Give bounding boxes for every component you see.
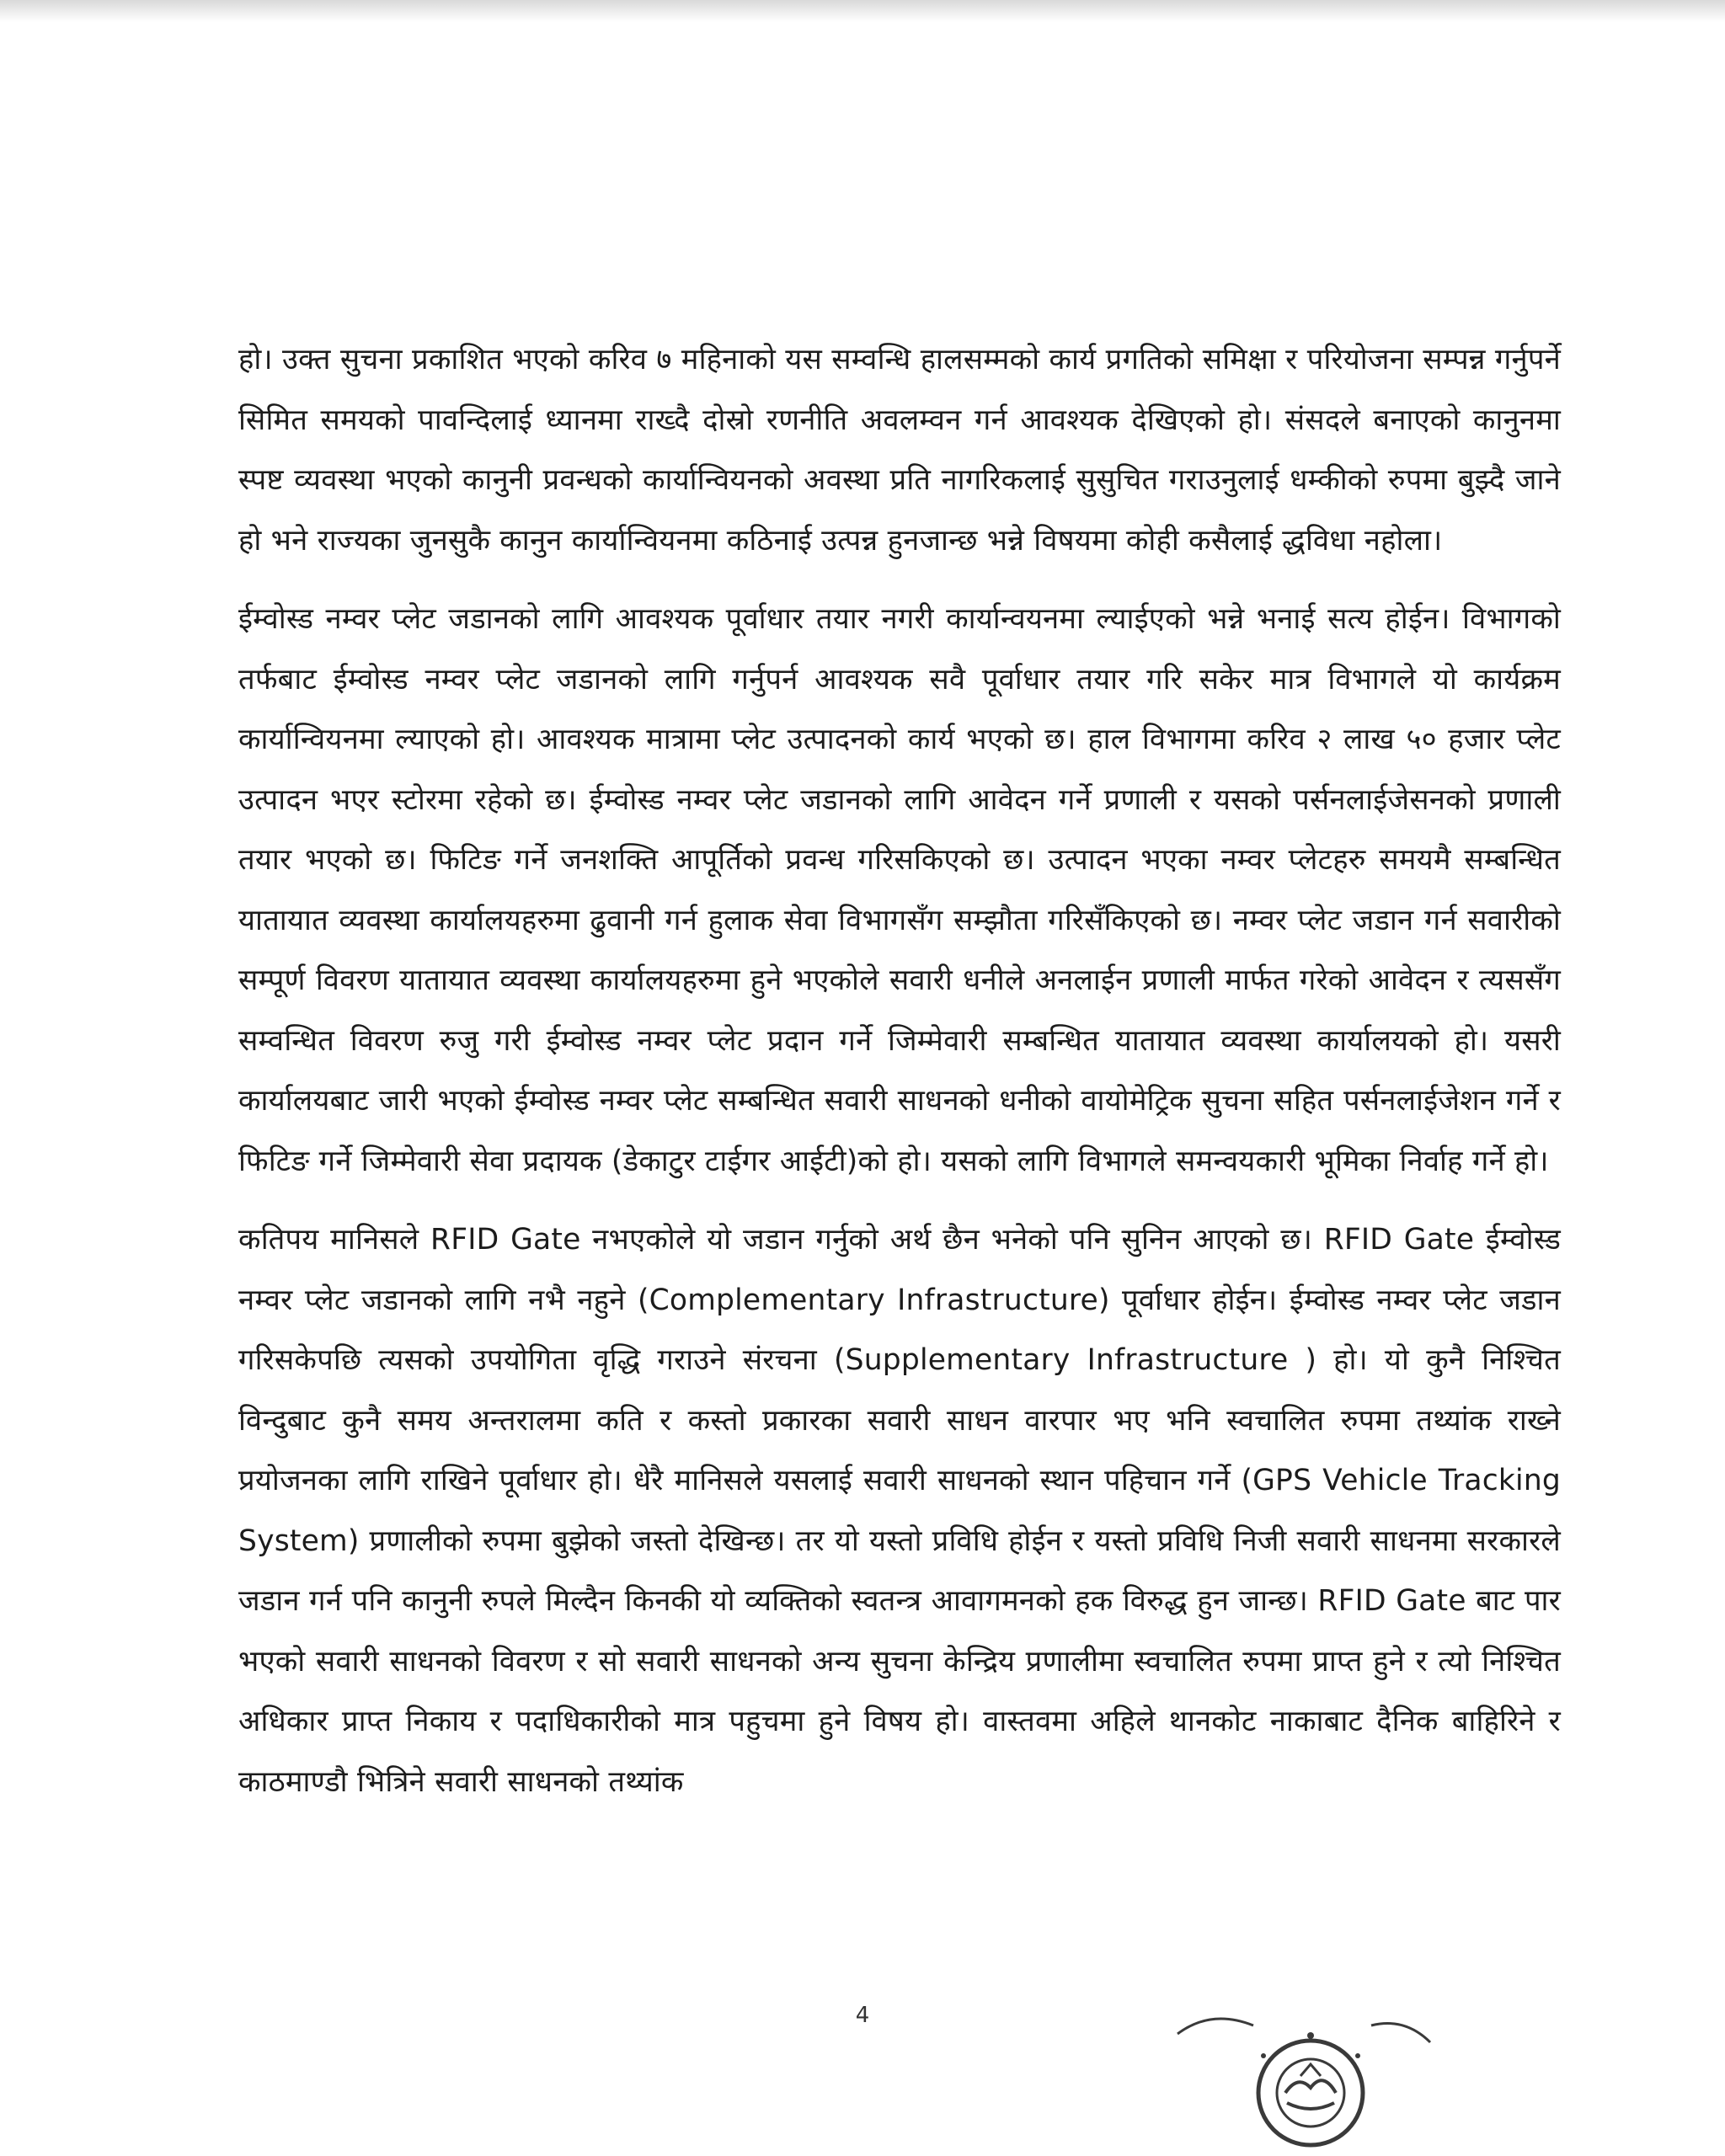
scan-top-edge (0, 0, 1725, 22)
paragraph-rfid-gate: कतिपय मानिसले RFID Gate नभएकोले यो जडान गर्नुको अर्थ छैन भनेको पनि सुनिन आएको छ। RFID Gate ईम्वोस्ड नम्वर प्लेट जडानको लागि नभै नहुने (Complementary Infrastructure) पूर्वाधार होईन। ईम्वोस्ड नम्वर प्लेट जडान गरिसकेपछि त्यसको उपयोगिता वृद्धि गराउने संरचना (Supplementary Infrastructure ) हो। यो कुनै निश्चित विन्दुबाट कुनै समय अन्तरालमा कति र कस्तो प्रकारका सवारी साधन वारपार भए भनि स्वचालित रुपमा तथ्यांक राख्ने प्रयोजनका लागि राखिने पूर्वाधार हो। धेरै मानिसले यसलाई सवारी साधनको स्थान पहिचान गर्ने (GPS Vehicle Tracking System) प्रणालीको रुपमा बुझेको जस्तो देखिन्छ। तर यो यस्तो प्रविधि होईन र यस्तो प्रविधि निजी सवारी साधनमा सरकारले जडान गर्न पनि कानुनी रुपले मिल्दैन किनकी यो व्यक्तिको स्वतन्त्र आवागमनको हक विरुद्ध हुन जान्छ। RFID Gate बाट पार भएको सवारी साधनको विवरण र सो सवारी साधनको अन्य सुचना केन्द्रिय प्रणालीमा स्वचालित रुपमा प्राप्त हुने र त्यो निश्चित अधिकार प्राप्त निकाय र पदाधिकारीको मात्र पहुचमा हुने विषय हो। वास्तवमा अहिले थानकोट नाकाबाट दैनिक बाहिरिने र काठमाण्डौ भित्रिने सवारी साधनको तथ्यांक (238, 1223, 1561, 1799)
document-body (238, 330, 1561, 1831)
page-number: 4 (855, 2003, 870, 2028)
paragraph-implementation-strategy: हो। उक्त सुचना प्रकाशित भएको करिव ७ महिनाको यस सम्वन्धि हालसम्मको कार्य प्रगतिको समिक्षा र परियोजना सम्पन्न गर्नुपर्ने सिमित समयको पावन्दिलाई ध्यानमा राख्दै दोस्रो रणनीति अवलम्वन गर्न आवश्यक देखिएको हो। संसदले बनाएको कानुनमा स्पष्ट व्यवस्था भएको कानुनी प्रवन्धको कार्यान्वियनको अवस्था प्रति नागरिकलाई सुसुचित गराउनुलाई धम्कीको रुपमा बुझ्दै जाने हो भने राज्यका जुनसुकै कानुन कार्यान्वियनमा कठिनाई उत्पन्न हुनजान्छ भन्ने विषयमा कोही कसैलाई द्धविधा नहोला। (238, 343, 1561, 558)
paragraph-plate-infrastructure: ईम्वोस्ड नम्वर प्लेट जडानको लागि आवश्यक पूर्वाधार तयार नगरी कार्यान्वयनमा ल्याईएको भन्ने भनाई सत्य होईन। विभागको तर्फबाट ईम्वोस्ड नम्वर प्लेट जडानको लागि गर्नुपर्न आवश्यक सवै पूर्वाधार तयार गरि सकेर मात्र विभागले यो कार्यक्रम कार्यान्वियनमा ल्याएको हो। आवश्यक मात्रामा प्लेट उत्पादनको कार्य भएको छ। हाल विभागमा करिव २ लाख ५० हजार प्लेट उत्पादन भएर स्टोरमा रहेको छ। ईम्वोस्ड नम्वर प्लेट जडानको लागि आवेदन गर्ने प्रणाली र यसको पर्सनलाईजेसनको प्रणाली तयार भएको छ। फिटिङ गर्ने जनशक्ति आपूर्तिको प्रवन्ध गरिसकिएको छ। उत्पादन भएका नम्वर प्लेटहरु समयमै सम्बन्धित यातायात व्यवस्था कार्यालयहरुमा ढुवानी गर्न हुलाक सेवा विभागसँग सम्झौता गरिसँकिएको छ। नम्वर प्लेट जडान गर्न सवारीको सम्पूर्ण विवरण यातायात व्यवस्था कार्यालयहरुमा हुने भएकोले सवारी धनीले अनलाईन प्रणाली मार्फत गरेको आवेदन र त्यससँग सम्वन्धित विवरण रुजु गरी ईम्वोस्ड नम्वर प्लेट प्रदान गर्ने जिम्मेवारी सम्बन्धित यातायात व्यवस्था कार्यालयको हो। यसरी कार्यालयबाट जारी भएको ईम्वोस्ड नम्वर प्लेट सम्बन्धित सवारी साधनको धनीको वायोमेट्रिक सुचना सहित पर्सनलाईजेशन गर्ने र फिटिङ गर्ने जिम्मेवारी सेवा प्रदायक (डेकाटुर टाईगर आईटी)को हो। यसको लागि विभागले समन्वयकारी भूमिका निर्वाह गर्ने हो। (238, 602, 1561, 1178)
government-seal-icon (1161, 2000, 1439, 2156)
